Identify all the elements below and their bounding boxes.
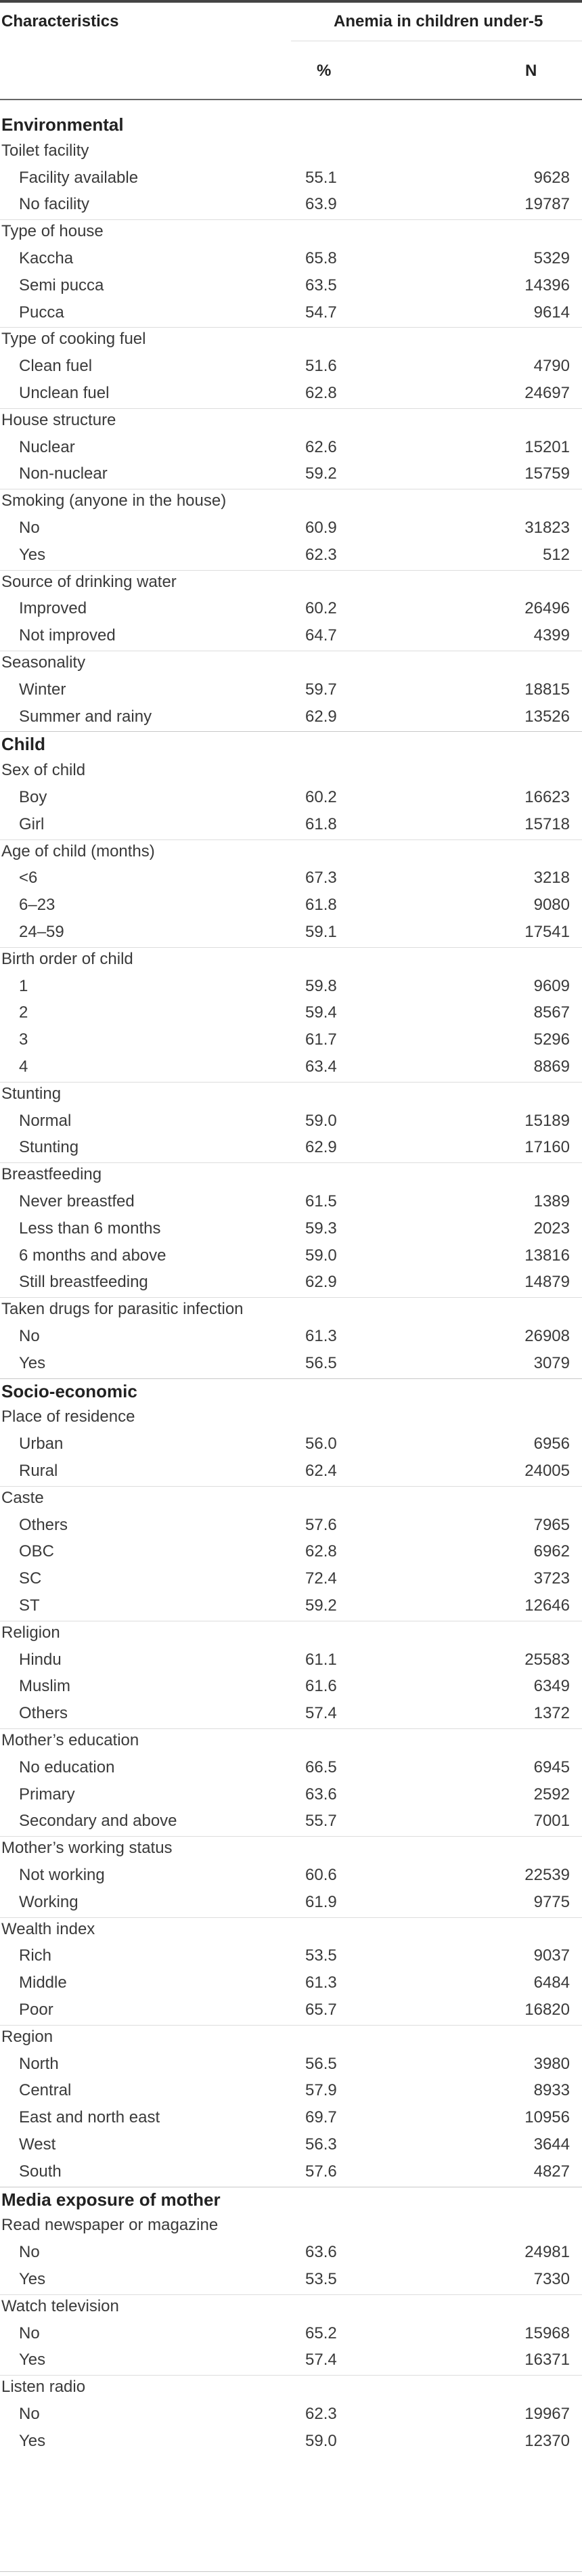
group-label: Type of house <box>1 222 104 241</box>
row-n: 9609 <box>533 976 570 995</box>
row-percent: 56.5 <box>305 2054 337 2073</box>
row-n: 26496 <box>524 599 570 618</box>
group-label: Toilet facility <box>1 141 89 160</box>
row-n: 16371 <box>524 2351 570 2370</box>
header-characteristics: Characteristics <box>1 12 119 30</box>
row-label: 4 <box>19 1057 28 1076</box>
row-n: 13816 <box>524 1246 570 1265</box>
row-percent: 60.2 <box>305 599 337 618</box>
row-percent: 62.3 <box>305 545 337 564</box>
group-label: Source of drinking water <box>1 572 177 591</box>
row-percent: 63.5 <box>305 276 337 294</box>
bottom-rule <box>0 2571 582 2572</box>
row-label: No <box>19 2243 40 2262</box>
row-n: 9614 <box>533 303 570 322</box>
row-percent: 63.4 <box>305 1057 337 1076</box>
row-label: 2 <box>19 1003 28 1022</box>
row-percent: 60.9 <box>305 519 337 537</box>
row-n: 7965 <box>533 1515 570 1534</box>
section-divider <box>0 731 582 732</box>
row-label: OBC <box>19 1542 55 1561</box>
row-label: Still breastfeeding <box>19 1273 148 1292</box>
row-label: Pucca <box>19 303 64 322</box>
row-label: Not improved <box>19 626 116 645</box>
row-label: ST <box>19 1596 40 1615</box>
row-percent: 59.8 <box>305 976 337 995</box>
group-label: Age of child (months) <box>1 842 155 860</box>
row-percent: 55.1 <box>305 168 337 187</box>
row-percent: 66.5 <box>305 1758 337 1776</box>
row-n: 19967 <box>524 2405 570 2423</box>
row-percent: 72.4 <box>305 1569 337 1588</box>
row-n: 3644 <box>533 2135 570 2154</box>
row-label: No education <box>19 1758 115 1776</box>
row-label: Yes <box>19 1353 46 1372</box>
row-n: 8933 <box>533 2081 570 2100</box>
row-n: 9628 <box>533 168 570 187</box>
row-label: Primary <box>19 1785 75 1804</box>
row-label: Semi pucca <box>19 276 104 294</box>
row-n: 6962 <box>533 1542 570 1561</box>
row-label: No <box>19 2323 40 2342</box>
row-percent: 61.8 <box>305 896 337 915</box>
row-label: No <box>19 519 40 537</box>
row-n: 6956 <box>533 1435 570 1454</box>
group-label: Watch television <box>1 2296 119 2315</box>
row-label: 6 months and above <box>19 1246 166 1265</box>
group-label: House structure <box>1 410 116 429</box>
row-label: West <box>19 2135 56 2154</box>
row-percent: 53.5 <box>305 1946 337 1965</box>
row-percent: 57.6 <box>305 2162 337 2181</box>
row-n: 6484 <box>533 1973 570 1992</box>
row-percent: 62.9 <box>305 707 337 726</box>
row-label: Yes <box>19 2270 46 2288</box>
group-divider <box>0 2375 582 2376</box>
row-percent: 56.0 <box>305 1435 337 1454</box>
row-percent: 62.8 <box>305 384 337 402</box>
row-n: 1372 <box>533 1704 570 1723</box>
row-label: Yes <box>19 545 46 564</box>
row-n: 7330 <box>533 2270 570 2288</box>
row-percent: 62.3 <box>305 2405 337 2423</box>
row-label: 24–59 <box>19 923 64 941</box>
top-rule <box>0 0 582 3</box>
section-title-socio-economic: Socio-economic <box>1 1380 137 1401</box>
row-label: Rural <box>19 1462 58 1480</box>
row-n: 10956 <box>524 2108 570 2127</box>
row-percent: 59.2 <box>305 1596 337 1615</box>
row-percent: 63.6 <box>305 1785 337 1804</box>
group-label: Region <box>1 2027 53 2046</box>
row-n: 2592 <box>533 1785 570 1804</box>
row-percent: 60.2 <box>305 788 337 806</box>
section-divider <box>0 1378 582 1379</box>
row-label: Yes <box>19 2351 46 2370</box>
header-n: N <box>525 62 537 80</box>
row-n: 15189 <box>524 1111 570 1130</box>
row-percent: 59.0 <box>305 2431 337 2450</box>
row-percent: 54.7 <box>305 303 337 322</box>
row-label: Working <box>19 1892 79 1911</box>
row-label: 3 <box>19 1030 28 1049</box>
group-label: Religion <box>1 1623 60 1642</box>
group-divider <box>0 570 582 571</box>
row-percent: 63.9 <box>305 195 337 214</box>
row-label: Less than 6 months <box>19 1219 161 1238</box>
row-percent: 62.9 <box>305 1138 337 1157</box>
group-label: Seasonality <box>1 653 86 672</box>
row-n: 17160 <box>524 1138 570 1157</box>
row-n: 15968 <box>524 2323 570 2342</box>
row-percent: 65.8 <box>305 249 337 267</box>
row-n: 16623 <box>524 788 570 806</box>
row-n: 5329 <box>533 249 570 267</box>
row-percent: 62.6 <box>305 437 337 456</box>
row-n: 22539 <box>524 1866 570 1884</box>
row-label: Hindu <box>19 1650 62 1669</box>
row-n: 4790 <box>533 357 570 376</box>
row-percent: 62.4 <box>305 1462 337 1480</box>
row-label: Stunting <box>19 1138 79 1157</box>
row-label: Clean fuel <box>19 357 93 376</box>
row-percent: 59.2 <box>305 464 337 483</box>
row-label: Others <box>19 1515 68 1534</box>
row-percent: 64.7 <box>305 626 337 645</box>
group-divider <box>0 1917 582 1918</box>
row-n: 8869 <box>533 1057 570 1076</box>
row-percent: 57.6 <box>305 1515 337 1534</box>
row-label: 6–23 <box>19 896 55 915</box>
group-divider <box>0 327 582 328</box>
row-label: Urban <box>19 1435 64 1454</box>
row-label: Facility available <box>19 168 139 187</box>
row-n: 14396 <box>524 276 570 294</box>
group-label: Caste <box>1 1488 44 1507</box>
row-n: 12646 <box>524 1596 570 1615</box>
row-label: Normal <box>19 1111 72 1130</box>
row-label: South <box>19 2162 62 2181</box>
row-percent: 59.0 <box>305 1246 337 1265</box>
header-group: Anemia in children under-5 <box>334 12 543 30</box>
row-label: Middle <box>19 1973 67 1992</box>
row-n: 4827 <box>533 2162 570 2181</box>
row-percent: 61.8 <box>305 814 337 833</box>
row-percent: 59.0 <box>305 1111 337 1130</box>
row-n: 25583 <box>524 1650 570 1669</box>
row-label: North <box>19 2054 59 2073</box>
row-label: Poor <box>19 2001 53 2019</box>
row-percent: 61.6 <box>305 1677 337 1696</box>
group-divider <box>0 1162 582 1163</box>
row-percent: 62.8 <box>305 1542 337 1561</box>
row-n: 6349 <box>533 1677 570 1696</box>
row-percent: 55.7 <box>305 1812 337 1831</box>
group-divider <box>0 219 582 220</box>
row-percent: 61.3 <box>305 1327 337 1345</box>
group-divider <box>0 947 582 948</box>
group-label: Read newspaper or magazine <box>1 2216 219 2235</box>
row-percent: 51.6 <box>305 357 337 376</box>
group-divider <box>0 408 582 409</box>
row-label: Yes <box>19 2431 46 2450</box>
group-label: Birth order of child <box>1 949 133 968</box>
row-n: 15201 <box>524 437 570 456</box>
row-label: East and north east <box>19 2108 160 2127</box>
group-divider <box>0 1486 582 1487</box>
row-label: <6 <box>19 869 38 888</box>
row-n: 18815 <box>524 680 570 699</box>
row-percent: 65.7 <box>305 2001 337 2019</box>
group-label: Stunting <box>1 1084 62 1103</box>
group-divider <box>0 2025 582 2026</box>
row-label: Summer and rainy <box>19 707 152 726</box>
row-percent: 61.7 <box>305 1030 337 1049</box>
row-percent: 59.1 <box>305 923 337 941</box>
row-n: 9080 <box>533 896 570 915</box>
row-label: Improved <box>19 599 87 618</box>
row-n: 8567 <box>533 1003 570 1022</box>
row-n: 6945 <box>533 1758 570 1776</box>
row-n: 15718 <box>524 814 570 833</box>
row-n: 15759 <box>524 464 570 483</box>
header-percent: % <box>317 62 332 80</box>
group-label: Smoking (anyone in the house) <box>1 492 227 510</box>
row-label: SC <box>19 1569 42 1588</box>
row-label: No facility <box>19 195 90 214</box>
row-label: No <box>19 1327 40 1345</box>
row-n: 31823 <box>524 519 570 537</box>
row-label: Others <box>19 1704 68 1723</box>
group-divider <box>0 2294 582 2295</box>
section-title-media-exposure-of-mother: Media exposure of mother <box>1 2189 221 2210</box>
row-n: 4399 <box>533 626 570 645</box>
group-label: Breastfeeding <box>1 1165 102 1184</box>
row-percent: 59.3 <box>305 1219 337 1238</box>
row-label: Kaccha <box>19 249 74 267</box>
row-percent: 57.9 <box>305 2081 337 2100</box>
row-label: Girl <box>19 814 45 833</box>
row-label: Secondary and above <box>19 1812 177 1831</box>
row-n: 3218 <box>533 869 570 888</box>
row-label: Unclean fuel <box>19 384 110 402</box>
group-label: Type of cooking fuel <box>1 330 146 349</box>
row-n: 24981 <box>524 2243 570 2262</box>
row-n: 24697 <box>524 384 570 402</box>
row-percent: 67.3 <box>305 869 337 888</box>
group-divider <box>0 1836 582 1837</box>
row-percent: 53.5 <box>305 2270 337 2288</box>
row-percent: 63.6 <box>305 2243 337 2262</box>
row-n: 19787 <box>524 195 570 214</box>
row-n: 26908 <box>524 1327 570 1345</box>
row-n: 3723 <box>533 1569 570 1588</box>
row-percent: 59.7 <box>305 680 337 699</box>
group-label: Wealth index <box>1 1919 95 1938</box>
section-title-child: Child <box>1 734 45 755</box>
row-label: Nuclear <box>19 437 75 456</box>
row-percent: 61.3 <box>305 1973 337 1992</box>
group-label: Mother’s education <box>1 1731 139 1749</box>
group-label: Mother’s working status <box>1 1839 173 1858</box>
row-n: 17541 <box>524 923 570 941</box>
row-label: No <box>19 2405 40 2423</box>
group-divider <box>0 839 582 840</box>
section-title-environmental: Environmental <box>1 114 124 135</box>
row-percent: 57.4 <box>305 2351 337 2370</box>
row-label: 1 <box>19 976 28 995</box>
row-percent: 61.5 <box>305 1192 337 1210</box>
row-percent: 57.4 <box>305 1704 337 1723</box>
group-divider <box>0 1728 582 1729</box>
group-divider <box>0 1082 582 1083</box>
row-percent: 69.7 <box>305 2108 337 2127</box>
row-label: Rich <box>19 1946 52 1965</box>
row-percent: 56.3 <box>305 2135 337 2154</box>
row-label: Winter <box>19 680 66 699</box>
row-percent: 61.9 <box>305 1892 337 1911</box>
row-n: 9037 <box>533 1946 570 1965</box>
row-n: 3980 <box>533 2054 570 2073</box>
row-label: Non-nuclear <box>19 464 108 483</box>
row-n: 9775 <box>533 1892 570 1911</box>
group-label: Taken drugs for parasitic infection <box>1 1300 244 1319</box>
row-n: 2023 <box>533 1219 570 1238</box>
row-label: Muslim <box>19 1677 70 1696</box>
group-label: Sex of child <box>1 761 86 780</box>
row-n: 13526 <box>524 707 570 726</box>
row-percent: 61.1 <box>305 1650 337 1669</box>
row-n: 5296 <box>533 1030 570 1049</box>
row-n: 12370 <box>524 2431 570 2450</box>
row-percent: 62.9 <box>305 1273 337 1292</box>
group-divider <box>0 1297 582 1298</box>
row-percent: 56.5 <box>305 1353 337 1372</box>
row-n: 24005 <box>524 1462 570 1480</box>
row-n: 1389 <box>533 1192 570 1210</box>
row-label: Central <box>19 2081 72 2100</box>
group-label: Listen radio <box>1 2378 86 2397</box>
row-percent: 65.2 <box>305 2323 337 2342</box>
row-n: 16820 <box>524 2001 570 2019</box>
row-n: 7001 <box>533 1812 570 1831</box>
row-percent: 59.4 <box>305 1003 337 1022</box>
row-percent: 60.6 <box>305 1866 337 1884</box>
row-label: Not working <box>19 1866 105 1884</box>
row-n: 3079 <box>533 1353 570 1372</box>
header-bottom-rule <box>0 99 582 100</box>
row-n: 14879 <box>524 1273 570 1292</box>
group-label: Place of residence <box>1 1407 135 1426</box>
row-label: Never breastfed <box>19 1192 135 1210</box>
row-n: 512 <box>542 545 570 564</box>
row-label: Boy <box>19 788 47 806</box>
